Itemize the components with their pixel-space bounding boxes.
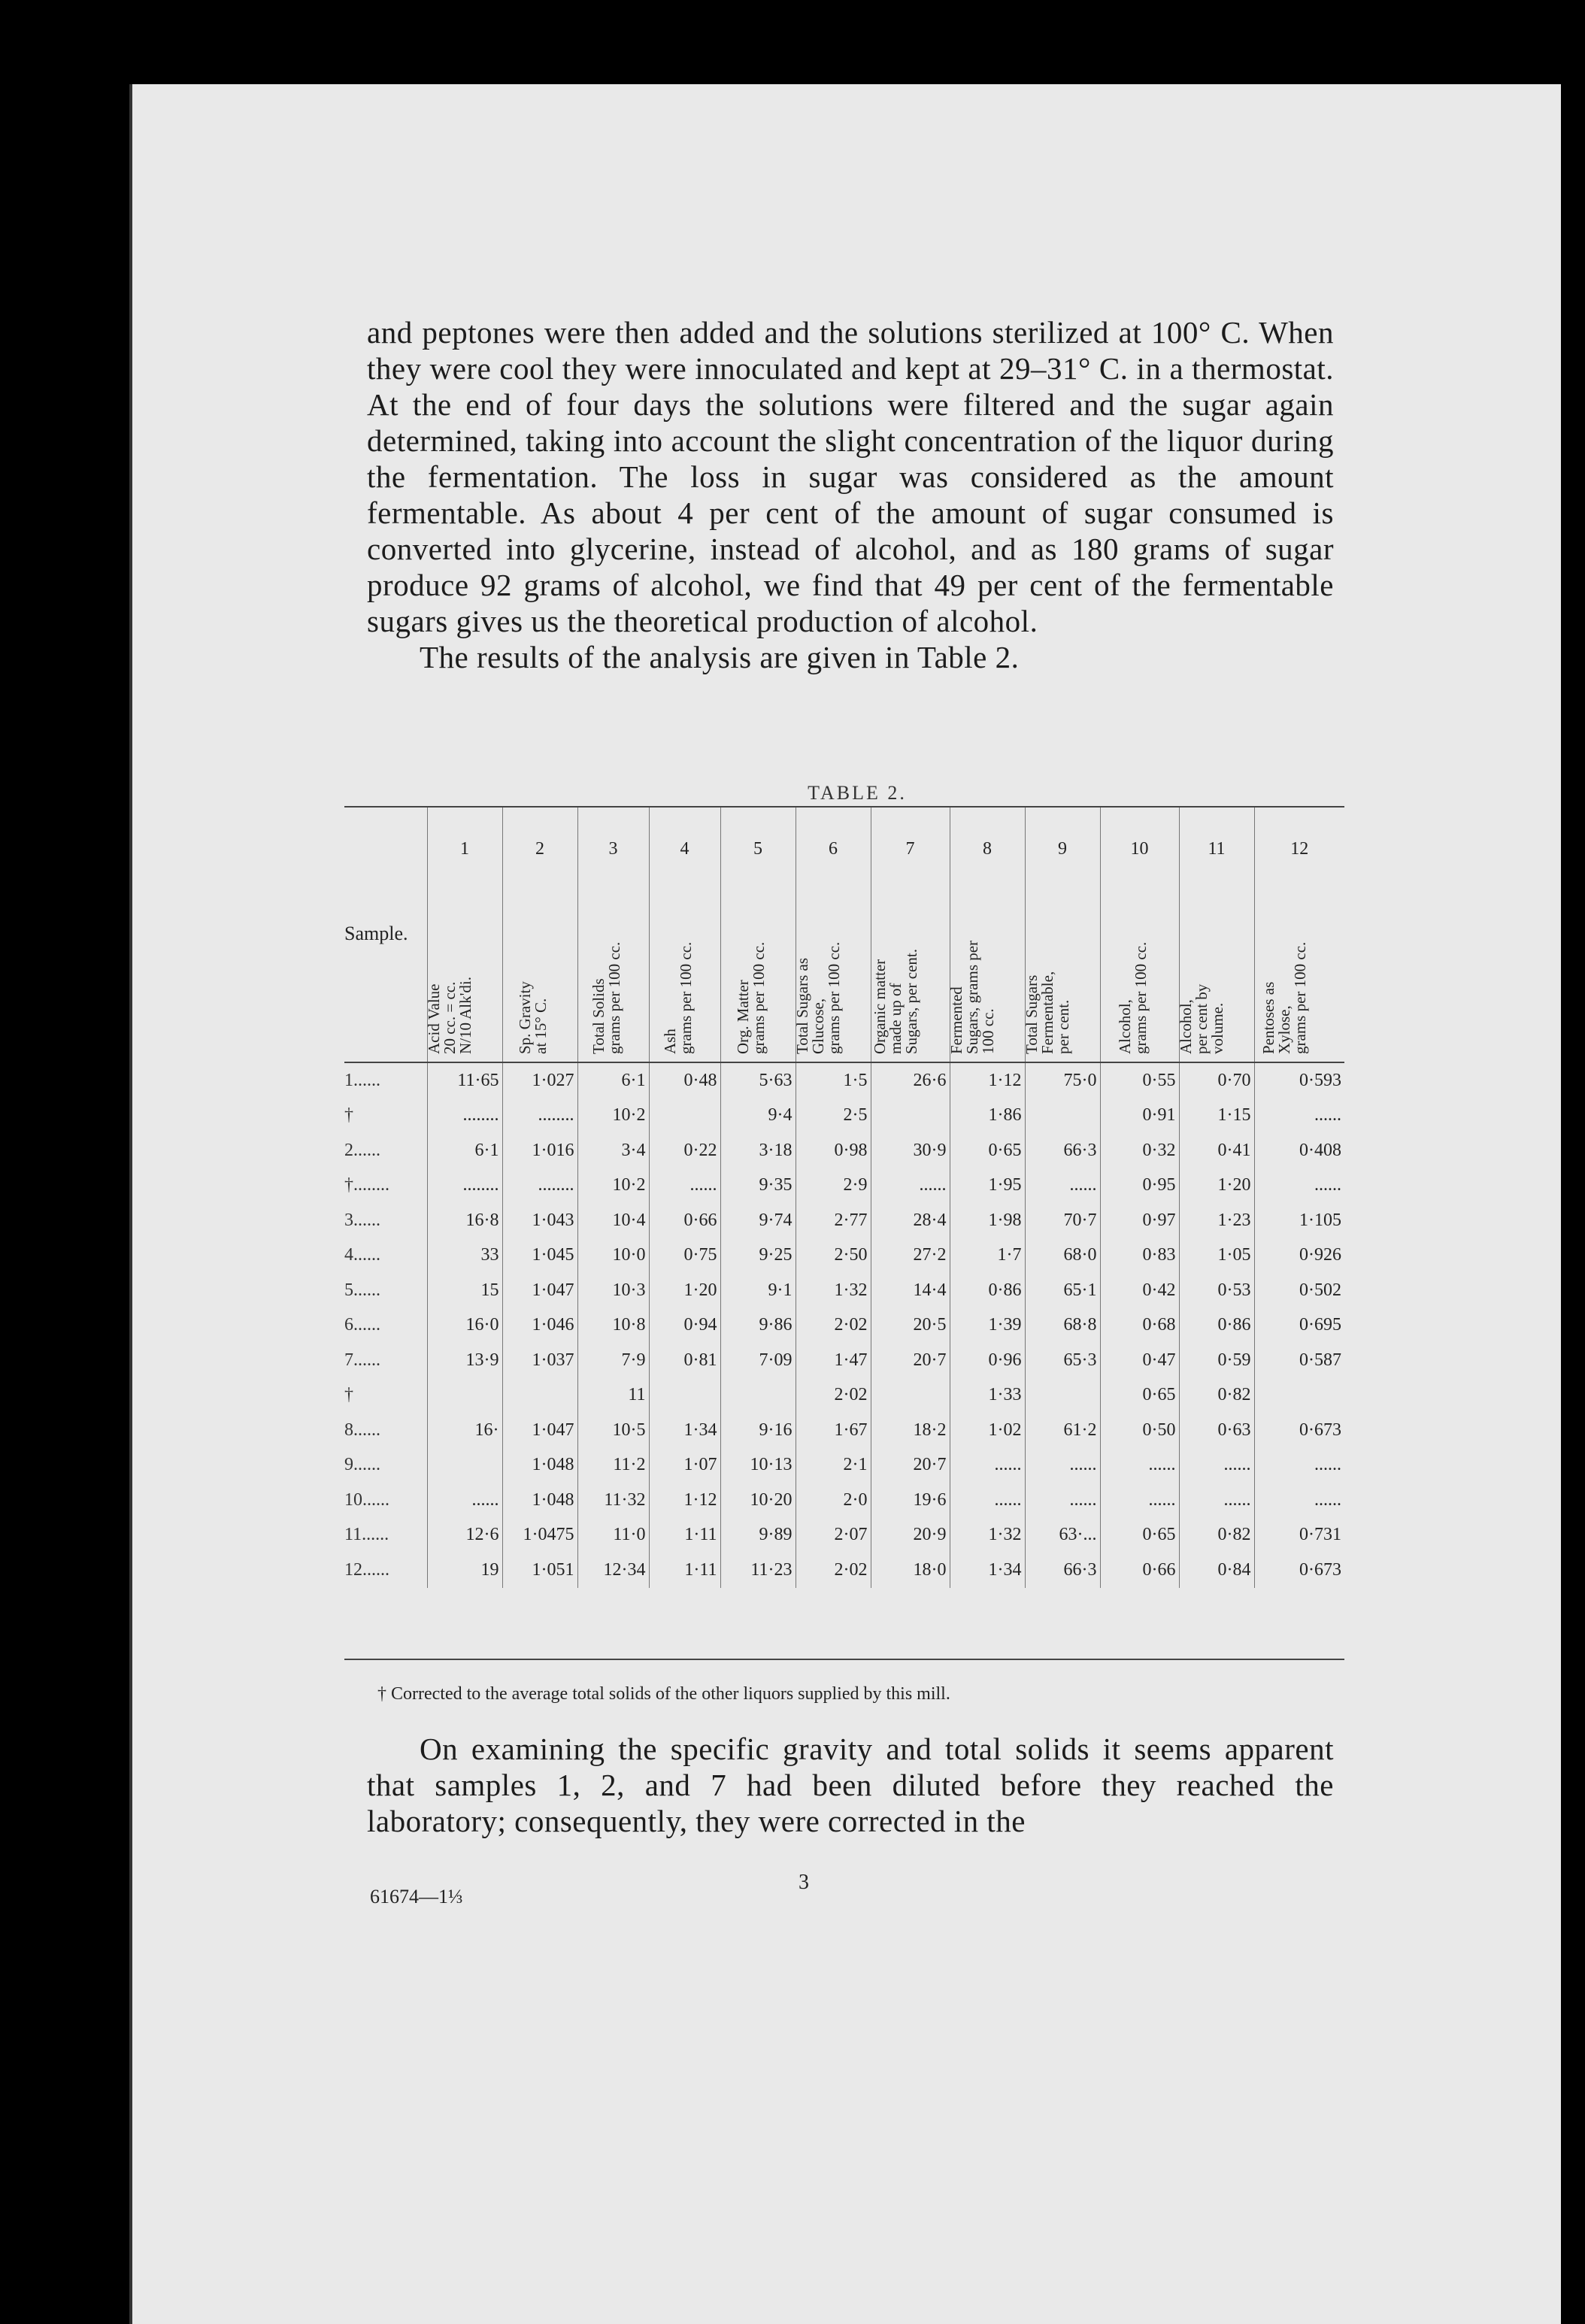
column-label: Alcohol, per cent by volume. <box>1177 983 1226 1054</box>
column-header-4 <box>649 806 720 1062</box>
table-cell: 1·048 <box>502 1448 577 1483</box>
table-cell <box>427 1448 502 1483</box>
table-cell <box>1025 1098 1100 1134</box>
table-cell: 0·83 <box>1100 1238 1179 1274</box>
column-number: 8 <box>983 839 992 859</box>
table-cell: 0·75 <box>649 1238 720 1274</box>
column-label: Fermented Sugars, grams per 100 cc. <box>947 940 997 1054</box>
sample-cell: 11...... <box>344 1525 389 1545</box>
table-header-row <box>344 806 1344 1062</box>
table-cell: 13·9 <box>427 1343 502 1378</box>
table-cell: 1·33 <box>950 1378 1025 1413</box>
table-cell: ...... <box>1254 1448 1344 1483</box>
table-cell: 61·2 <box>1025 1413 1100 1448</box>
table-cell: 0·66 <box>1100 1553 1179 1588</box>
table-cell: 1·027 <box>502 1062 577 1098</box>
table-cell: ........ <box>502 1098 577 1134</box>
table-cell: 1·23 <box>1179 1203 1254 1238</box>
sample-header: Sample. <box>344 806 427 1062</box>
table-cell: 0·65 <box>1100 1378 1179 1413</box>
table-cell: 1·047 <box>502 1413 577 1448</box>
table-cell: 6·1 <box>577 1062 649 1098</box>
sample-cell: 6...... <box>344 1315 380 1335</box>
column-label: Total Sugars Fermentable, per cent. <box>1023 971 1072 1054</box>
paragraph-2: On examining the specific gravity and total solids it seems apparent that samples 1, 2, and 7 had been diluted before they reached the laboratory; consequently, they were corrected in the <box>367 1732 1334 1838</box>
table-cell: ...... <box>950 1448 1025 1483</box>
table-cell: 0·55 <box>1100 1062 1179 1098</box>
table-cell: 20·7 <box>871 1448 950 1483</box>
table-cell: 10·5 <box>577 1413 649 1448</box>
column-number: 10 <box>1130 839 1149 859</box>
column-number: 5 <box>753 839 762 859</box>
column-header-7 <box>871 806 950 1062</box>
table-cell: 68·0 <box>1025 1238 1100 1274</box>
table-cell: 0·502 <box>1254 1273 1344 1308</box>
paragraph-1b: The results of the analysis are given in Table 2. <box>420 640 1020 674</box>
table-cell: 0·86 <box>950 1273 1025 1308</box>
table-row <box>344 1553 1344 1588</box>
column-header-8 <box>947 806 1025 1062</box>
table-cell: 70·7 <box>1025 1203 1100 1238</box>
body-text-bottom <box>367 1731 1334 1839</box>
table-cell: 20·9 <box>871 1518 950 1553</box>
table-footnote: † Corrected to the average total solids of the other liquors supplied by this mill. <box>377 1684 950 1704</box>
column-label: Ash grams per 100 cc. <box>660 941 695 1054</box>
sample-cell: 12...... <box>344 1559 389 1580</box>
table-cell: 1·07 <box>649 1448 720 1483</box>
table-cell: 16· <box>427 1413 502 1448</box>
table-cell: 6·1 <box>427 1133 502 1168</box>
scan-margin <box>0 0 129 2324</box>
table-cell: 1·046 <box>502 1308 577 1344</box>
table-cell: 7·9 <box>577 1343 649 1378</box>
table-cell: 0·47 <box>1100 1343 1179 1378</box>
table-cell: 0·408 <box>1254 1133 1344 1168</box>
table-cell: 65·3 <box>1025 1343 1100 1378</box>
table-cell: 75·0 <box>1025 1062 1100 1098</box>
table-cell: 1·47 <box>796 1343 871 1378</box>
table-cell: 0·593 <box>1254 1062 1344 1098</box>
table-cell: 0·91 <box>1100 1098 1179 1134</box>
table-cell: 11·32 <box>577 1483 649 1518</box>
column-number: 4 <box>680 839 689 859</box>
column-label: Pentoses as Xylose, grams per 100 cc. <box>1259 941 1310 1054</box>
table-cell: ........ <box>502 1168 577 1204</box>
table-cell: 11·65 <box>427 1062 502 1098</box>
table-cell: 9·4 <box>720 1098 796 1134</box>
table-cell: 0·66 <box>649 1203 720 1238</box>
sample-cell: 5...... <box>344 1280 380 1300</box>
table-row <box>344 1168 1344 1204</box>
table-cell: 9·89 <box>720 1518 796 1553</box>
table-cell <box>1025 1378 1100 1413</box>
table-cell: 2·0 <box>796 1483 871 1518</box>
table-cell: 11 <box>577 1378 649 1413</box>
sample-cell: 3...... <box>344 1210 380 1230</box>
table-cell: ...... <box>649 1168 720 1204</box>
table-cell: 0·926 <box>1254 1238 1344 1274</box>
table-cell: 0·82 <box>1179 1378 1254 1413</box>
column-number: 7 <box>905 839 915 859</box>
column-header-6 <box>793 806 871 1062</box>
table-cell: 1·32 <box>950 1518 1025 1553</box>
table-cell: 0·97 <box>1100 1203 1179 1238</box>
table-row <box>344 1448 1344 1483</box>
column-number: 2 <box>535 839 544 859</box>
table-cell: 1·34 <box>950 1553 1025 1588</box>
sample-cell: 2...... <box>344 1140 380 1160</box>
table-cell: 1·02 <box>950 1413 1025 1448</box>
table-cell: ...... <box>1179 1483 1254 1518</box>
table-cell <box>720 1378 796 1413</box>
column-header-1 <box>427 806 502 1062</box>
table-cell: 0·70 <box>1179 1062 1254 1098</box>
table-cell: 9·35 <box>720 1168 796 1204</box>
table-cell: ...... <box>871 1168 950 1204</box>
table-cell: 33 <box>427 1238 502 1274</box>
table-row <box>344 1483 1344 1518</box>
table-cell: 1·05 <box>1179 1238 1254 1274</box>
table-cell: ...... <box>1179 1448 1254 1483</box>
table-cell: 0·96 <box>950 1343 1025 1378</box>
table-cell: 0·731 <box>1254 1518 1344 1553</box>
sample-cell: 10...... <box>344 1489 389 1510</box>
table-row <box>344 1133 1344 1168</box>
table-cell: 12·6 <box>427 1518 502 1553</box>
table-cell: 0·81 <box>649 1343 720 1378</box>
table-cell <box>502 1378 577 1413</box>
sample-cell: † <box>344 1105 353 1126</box>
column-label: Acid Value 20 cc. = cc. N/10 Alk'di. <box>425 977 474 1054</box>
column-label: Sp. Gravity at 15° C. <box>516 981 550 1054</box>
table-cell: 0·82 <box>1179 1518 1254 1553</box>
table-cell: 0·695 <box>1254 1308 1344 1344</box>
table-cell <box>427 1378 502 1413</box>
table-cell: ...... <box>1254 1098 1344 1134</box>
table-cell: 1·045 <box>502 1238 577 1274</box>
table-cell: 9·1 <box>720 1273 796 1308</box>
column-header-10 <box>1100 806 1179 1062</box>
table-cell: 2·02 <box>796 1378 871 1413</box>
column-number: 9 <box>1058 839 1067 859</box>
table-cell: 1·7 <box>950 1238 1025 1274</box>
table-cell: 0·41 <box>1179 1133 1254 1168</box>
table-cell: 1·98 <box>950 1203 1025 1238</box>
table-cell: 3·4 <box>577 1133 649 1168</box>
table-cell: 0·587 <box>1254 1343 1344 1378</box>
table-cell: 2·9 <box>796 1168 871 1204</box>
table-cell: ...... <box>1100 1448 1179 1483</box>
table-cell: 10·13 <box>720 1448 796 1483</box>
column-number: 11 <box>1208 839 1226 859</box>
table-cell: 0·22 <box>649 1133 720 1168</box>
table-cell: 16·8 <box>427 1203 502 1238</box>
table-cell: 0·65 <box>950 1133 1025 1168</box>
sample-cell: 9...... <box>344 1455 380 1475</box>
column-label: Organic matter made up of Sugars, per cent. <box>870 949 920 1054</box>
column-label: Total Solids grams per 100 cc. <box>589 941 623 1054</box>
sample-cell: 8...... <box>344 1420 380 1440</box>
table-cell: ...... <box>1025 1483 1100 1518</box>
table-cell: 1·037 <box>502 1343 577 1378</box>
table-cell: 1·86 <box>950 1098 1025 1134</box>
table-cell: ........ <box>427 1098 502 1134</box>
table-cell: 18·2 <box>871 1413 950 1448</box>
table-row <box>344 1203 1344 1238</box>
table-cell: 0·673 <box>1254 1553 1344 1588</box>
column-number: 12 <box>1290 839 1309 859</box>
table-cell: 2·02 <box>796 1308 871 1344</box>
table-cell: 1·5 <box>796 1062 871 1098</box>
table-cell: 19 <box>427 1553 502 1588</box>
table-cell: 20·5 <box>871 1308 950 1344</box>
table-cell: ...... <box>1254 1483 1344 1518</box>
table-cell: 0·98 <box>796 1133 871 1168</box>
printer-signature: 61674—1⅓ <box>370 1886 463 1907</box>
table-cell: 1·0475 <box>502 1518 577 1553</box>
table-cell: 9·16 <box>720 1413 796 1448</box>
table-cell: 66·3 <box>1025 1133 1100 1168</box>
table-cell: 10·4 <box>577 1203 649 1238</box>
table-cell: 28·4 <box>871 1203 950 1238</box>
table-cell: 1·016 <box>502 1133 577 1168</box>
column-header-9 <box>1025 806 1100 1062</box>
table-cell: 1·12 <box>649 1483 720 1518</box>
table-cell: 10·0 <box>577 1238 649 1274</box>
table-cell: ...... <box>1025 1448 1100 1483</box>
table-cell: 2·77 <box>796 1203 871 1238</box>
table-cell: 68·8 <box>1025 1308 1100 1344</box>
table-cell: 1·11 <box>649 1553 720 1588</box>
table-cell: 2·50 <box>796 1238 871 1274</box>
table-cell: 15 <box>427 1273 502 1308</box>
table-row <box>344 1238 1344 1274</box>
table-row <box>344 1413 1344 1448</box>
column-header-11 <box>1179 806 1254 1062</box>
table-cell: 5·63 <box>720 1062 796 1098</box>
analysis-table <box>344 806 1344 1588</box>
table-row <box>344 1343 1344 1378</box>
table-cell: 1·67 <box>796 1413 871 1448</box>
table-cell: 1·15 <box>1179 1098 1254 1134</box>
table-cell: 1·20 <box>649 1273 720 1308</box>
page-number: 3 <box>799 1871 809 1894</box>
column-number: 6 <box>829 839 838 859</box>
sample-cell: † <box>344 1385 353 1405</box>
table-cell: ...... <box>427 1483 502 1518</box>
table-cell: 0·86 <box>1179 1308 1254 1344</box>
table-bottom-rule <box>344 1659 1344 1660</box>
table-cell: 0·84 <box>1179 1553 1254 1588</box>
table-cell: 10·2 <box>577 1168 649 1204</box>
table-title: TABLE 2. <box>808 782 907 804</box>
table-cell: 0·95 <box>1100 1168 1179 1204</box>
table-cell: 1·11 <box>649 1518 720 1553</box>
table-cell: 1·95 <box>950 1168 1025 1204</box>
sample-cell: 1...... <box>344 1070 380 1090</box>
table-row <box>344 1518 1344 1553</box>
table-cell: 63·... <box>1025 1518 1100 1553</box>
column-header-5 <box>720 806 796 1062</box>
table-cell: 0·50 <box>1100 1413 1179 1448</box>
table-cell: 16·0 <box>427 1308 502 1344</box>
column-label: Total Sugars as Glucose, grams per 100 cc. <box>793 941 843 1054</box>
table-cell <box>1254 1378 1344 1413</box>
table-cell: ...... <box>1254 1168 1344 1204</box>
table-cell: 1·39 <box>950 1308 1025 1344</box>
table-row <box>344 1273 1344 1308</box>
table-cell: 0·63 <box>1179 1413 1254 1448</box>
column-number: 1 <box>460 839 469 859</box>
table-cell: 2·07 <box>796 1518 871 1553</box>
table-cell: 0·53 <box>1179 1273 1254 1308</box>
table-cell: 2·02 <box>796 1553 871 1588</box>
table-cell: 1·34 <box>649 1413 720 1448</box>
paragraph-1: and peptones were then added and the solutions sterilized at 100° C. When they were cool they were innoculated and kept at 29–31° C. in a thermostat. At the end of four days the solutions were filtered and the sugar again determined, taking into account the slight concentration of the liquor during the fermentation. The loss in sugar was considered as the amount fermentable. As about 4 per cent of the amount of sugar consumed is converted into glycerine, instead of alcohol, and as 180 grams of sugar produce 92 grams of alcohol, we find that 49 per cent of the fermentable sugars gives us the theoretical production of alcohol. <box>367 315 1334 638</box>
table-cell: 0·94 <box>649 1308 720 1344</box>
table-row <box>344 1378 1344 1413</box>
table-cell: 10·3 <box>577 1273 649 1308</box>
table-cell: 1·048 <box>502 1483 577 1518</box>
sample-cell: 7...... <box>344 1350 380 1370</box>
table-cell: 0·65 <box>1100 1518 1179 1553</box>
table-row <box>344 1308 1344 1344</box>
table-cell: 14·4 <box>871 1273 950 1308</box>
table-cell: 11·23 <box>720 1553 796 1588</box>
table-cell: ...... <box>950 1483 1025 1518</box>
table-cell: 9·74 <box>720 1203 796 1238</box>
table-cell: 12·34 <box>577 1553 649 1588</box>
column-label: Alcohol, grams per 100 cc. <box>1115 941 1150 1054</box>
table-cell: 10·8 <box>577 1308 649 1344</box>
column-label: Org. Matter grams per 100 cc. <box>734 941 768 1054</box>
table-cell: 0·68 <box>1100 1308 1179 1344</box>
table-cell: 11·0 <box>577 1518 649 1553</box>
table-cell: 1·12 <box>950 1062 1025 1098</box>
table-cell: ...... <box>1025 1168 1100 1204</box>
table-cell: 0·42 <box>1100 1273 1179 1308</box>
table-cell: 26·6 <box>871 1062 950 1098</box>
table-cell: 7·09 <box>720 1343 796 1378</box>
table-body <box>344 1062 1344 1588</box>
table-cell: 1·047 <box>502 1273 577 1308</box>
table-row <box>344 1062 1344 1098</box>
table-cell: 19·6 <box>871 1483 950 1518</box>
table-cell: 20·7 <box>871 1343 950 1378</box>
table-cell: 0·59 <box>1179 1343 1254 1378</box>
table-cell: 11·2 <box>577 1448 649 1483</box>
data-table-container <box>344 806 1344 1671</box>
column-header-12 <box>1254 806 1344 1062</box>
table-cell: 1·105 <box>1254 1203 1344 1238</box>
table-cell <box>871 1378 950 1413</box>
table-cell: 2·5 <box>796 1098 871 1134</box>
table-cell: 18·0 <box>871 1553 950 1588</box>
sample-cell: 4...... <box>344 1245 380 1265</box>
table-cell: 0·32 <box>1100 1133 1179 1168</box>
table-cell: ...... <box>1100 1483 1179 1518</box>
table-cell: 10·2 <box>577 1098 649 1134</box>
sample-cell: †........ <box>344 1175 389 1195</box>
column-number: 3 <box>608 839 618 859</box>
table-cell: ........ <box>427 1168 502 1204</box>
table-cell: 10·20 <box>720 1483 796 1518</box>
table-cell: 1·20 <box>1179 1168 1254 1204</box>
table-cell <box>871 1098 950 1134</box>
table-row <box>344 1098 1344 1134</box>
table-cell: 0·673 <box>1254 1413 1344 1448</box>
body-text-top <box>367 314 1334 675</box>
table-cell: 66·3 <box>1025 1553 1100 1588</box>
table-cell: 65·1 <box>1025 1273 1100 1308</box>
table-cell: 1·051 <box>502 1553 577 1588</box>
table-cell: 1·32 <box>796 1273 871 1308</box>
table-cell <box>649 1378 720 1413</box>
table-cell: 30·9 <box>871 1133 950 1168</box>
table-cell: 2·1 <box>796 1448 871 1483</box>
table-cell: 27·2 <box>871 1238 950 1274</box>
column-header-3 <box>577 806 649 1062</box>
table-cell: 9·25 <box>720 1238 796 1274</box>
column-header-2 <box>502 806 577 1062</box>
table-cell: 1·043 <box>502 1203 577 1238</box>
table-cell: 3·18 <box>720 1133 796 1168</box>
table-cell: 0·48 <box>649 1062 720 1098</box>
table-cell <box>649 1098 720 1134</box>
table-cell: 9·86 <box>720 1308 796 1344</box>
